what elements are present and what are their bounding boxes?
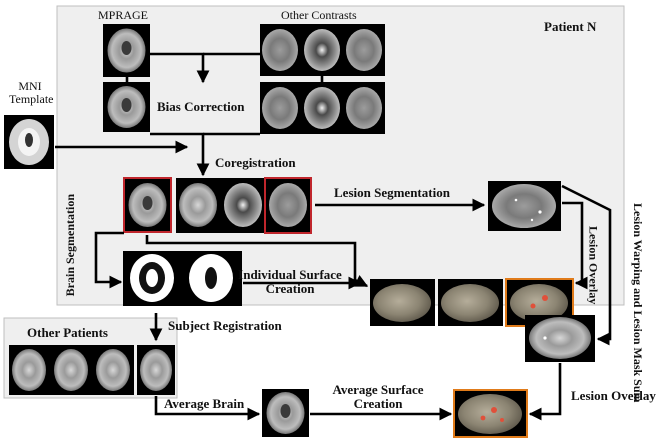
- other-patients-label: Other Patients: [27, 325, 108, 340]
- bias-correction-label: Bias Correction: [157, 99, 245, 114]
- lesion-overlay-bottom-label: Lesion Overlay: [571, 388, 656, 403]
- other-contrasts-bias-corrected-scans: [260, 82, 385, 134]
- individual-surface-label: [225, 268, 355, 295]
- average-brain-label: Average Brain: [164, 396, 245, 411]
- lesion-segmentation-scan: [488, 181, 561, 231]
- individual-surface-line2: Creation: [265, 280, 315, 296]
- other-contrasts-label: Other Contrasts: [281, 8, 357, 22]
- average-brain-scan: [262, 389, 309, 437]
- lesion-warping-line2: Lesion Mask Sum: [631, 310, 645, 403]
- coregistration-label: Coregistration: [215, 155, 296, 170]
- average-surface-line1: Average Surface: [332, 382, 424, 397]
- mni-template-scan: [4, 115, 54, 169]
- brain-segmentation-label: Brain Segmentation: [63, 194, 77, 297]
- mni-template-label: [9, 79, 54, 106]
- mprage-bias-corrected-scan: [103, 82, 150, 132]
- individual-surface-line1: Individual Surface: [238, 267, 342, 282]
- subject-registration-label: Subject Registration: [168, 318, 282, 333]
- lesion-warping-label: [631, 203, 645, 403]
- warped-lesion-scan: [525, 315, 595, 362]
- coregistered-contrasts-scans: [176, 178, 311, 233]
- mni-label-line2: Template: [9, 91, 54, 106]
- mprage-label: MPRAGE: [98, 8, 149, 22]
- average-surface-line2: Creation: [353, 395, 403, 411]
- arrow-lesion-overlay-bottom: [530, 363, 560, 414]
- lesion-segmentation-label: Lesion Segmentation: [334, 185, 450, 200]
- panel-title: Patient N: [544, 19, 597, 34]
- lesion-overlay-vertical-label: Lesion Overlay: [586, 226, 601, 305]
- other-patients-scans: [9, 345, 175, 395]
- coregistered-mprage-scan: [124, 178, 171, 232]
- lesion-warping-line1: Lesion Warping and: [631, 203, 645, 308]
- average-surface-label: [318, 383, 438, 410]
- mprage-raw-scan: [103, 24, 150, 77]
- other-contrasts-raw-scans: [260, 24, 385, 76]
- average-surface-render: [454, 390, 527, 437]
- mni-label-line1: MNI: [18, 79, 42, 93]
